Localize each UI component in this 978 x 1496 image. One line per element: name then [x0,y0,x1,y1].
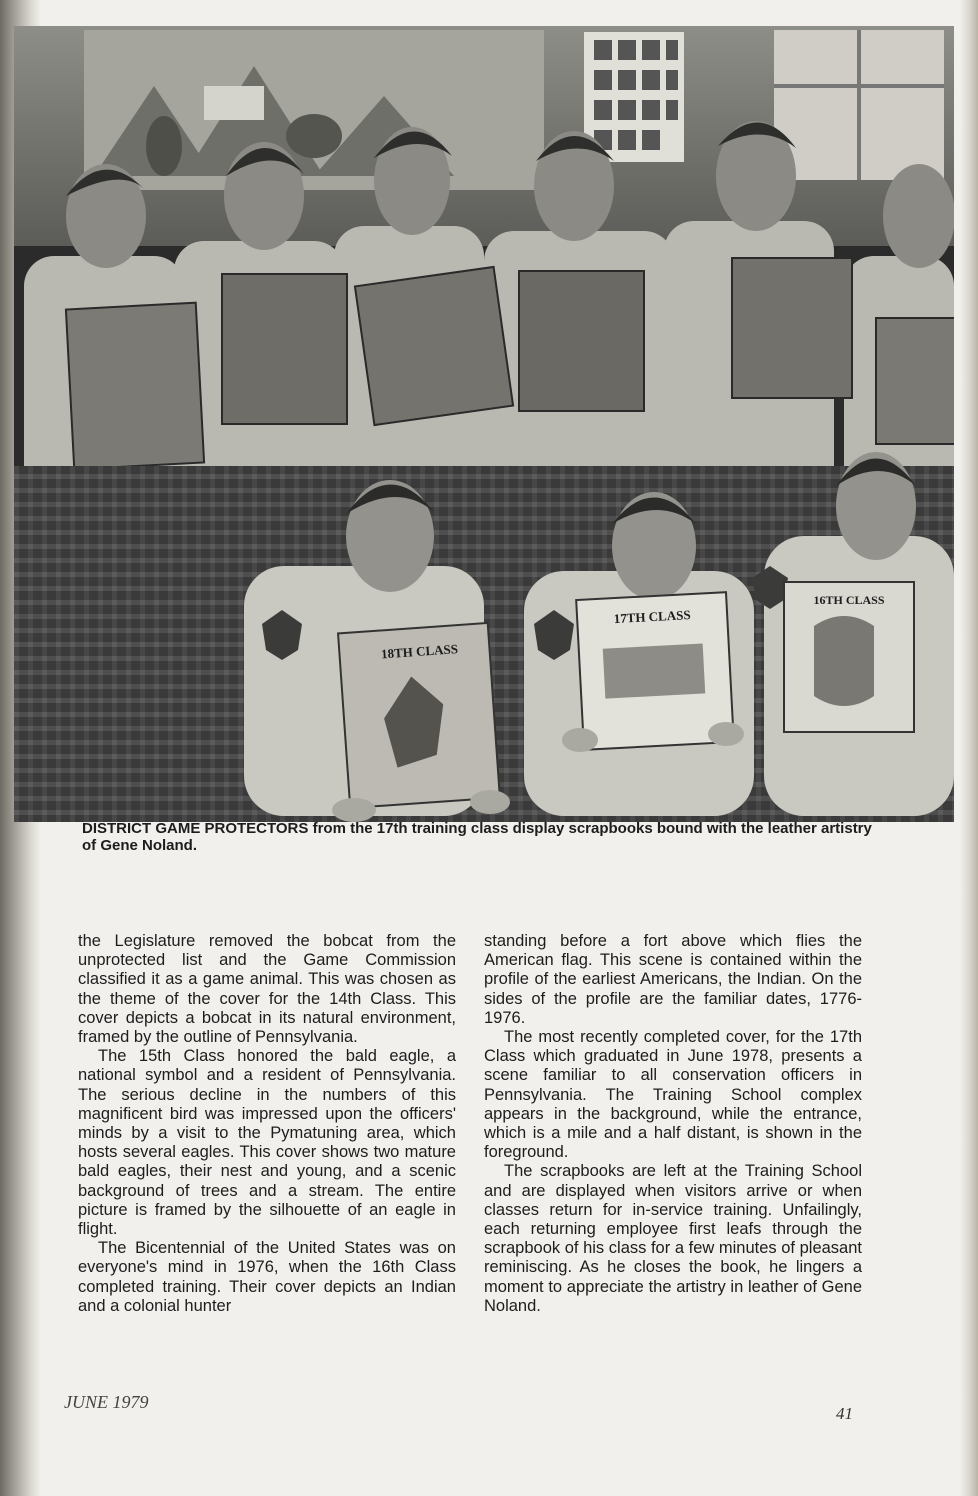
scrapbook-back-1 [66,303,204,470]
scrapbook-back-4 [519,271,644,411]
paragraph: The Bicentennial of the United States was on everyone's mind in 1976, when the 16th Class completed training. Their cover depicts an Indian and a colonial hunter [78,1239,456,1315]
paragraph: The scrapbooks are left at the Training School and are displayed when visitors arrive or when classes return for in-service training. Unfailingly, each returning employee first leafs through the scrapbook of his class for a few minutes of pleasant reminiscing. As he closes the book, he lingers a moment to appreciate the artistry in leather of Gene Noland. [484,1162,862,1315]
scrapbook-back-6 [876,318,954,444]
scrapbook-back-5 [732,258,852,398]
page-edge [960,0,978,1496]
caption-text: from the 17th training class display scrapbooks bound with the leather artistry of Gene Noland. [82,820,872,854]
mounted-grouse [286,114,342,158]
article-column-left [78,932,456,1316]
book-label-front-2: 17TH CLASS [613,607,691,627]
group-photo-illustration [14,26,954,822]
caption-lead: DISTRICT GAME PROTECTORS [82,820,309,837]
group-photo [14,26,954,822]
scrapbook-17th-class [576,592,734,750]
book-label-front-1: 18TH CLASS [380,641,459,662]
paragraph: the Legislature removed the bobcat from the unprotected list and the Game Commission classified it as a game animal. This was chosen as the theme of the cover for the 14th Class. This cover depicts a bobcat in its natural environment, framed by the outline of Pennsylvania. [78,932,456,1047]
photo-caption [82,820,882,854]
issue-date: JUNE 1979 [64,1392,149,1412]
book-label-front-3: 16TH CLASS [813,593,885,607]
scrapbook-back-2 [222,274,347,424]
article-column-right [484,932,862,1316]
paragraph: The most recently completed cover, for the 17th Class which graduated in June 1978, presents a scene familiar to all conservation officers in Pennsylvania. The Training School complex appears in the background, while the entrance, which is a mile and a half distant, is shown in the foreground. [484,1028,862,1162]
scrapbook-16th-class [784,582,914,732]
page-number: 41 [836,1404,853,1423]
scrapbook-back-3 [355,267,513,425]
paragraph: standing before a fort above which flies the American flag. This scene is contained within the profile of the earliest Americans, the Indian. On the sides of the profile are the familiar dates, 1776-1976. [484,932,862,1027]
scrapbook-18th-class [338,623,500,808]
paragraph: The 15th Class honored the bald eagle, a national symbol and a resident of Pennsylvania. The serious decline in the numbers of this magnificent bird was impressed upon the officers' minds by a visit to the Pymatuning area, which hosts several eagles. This cover shows two mature bald eagles, their nest and young, and a scenic background of trees and a stream. The entire picture is framed by the silhouette of an eagle in flight. [78,1047,456,1239]
